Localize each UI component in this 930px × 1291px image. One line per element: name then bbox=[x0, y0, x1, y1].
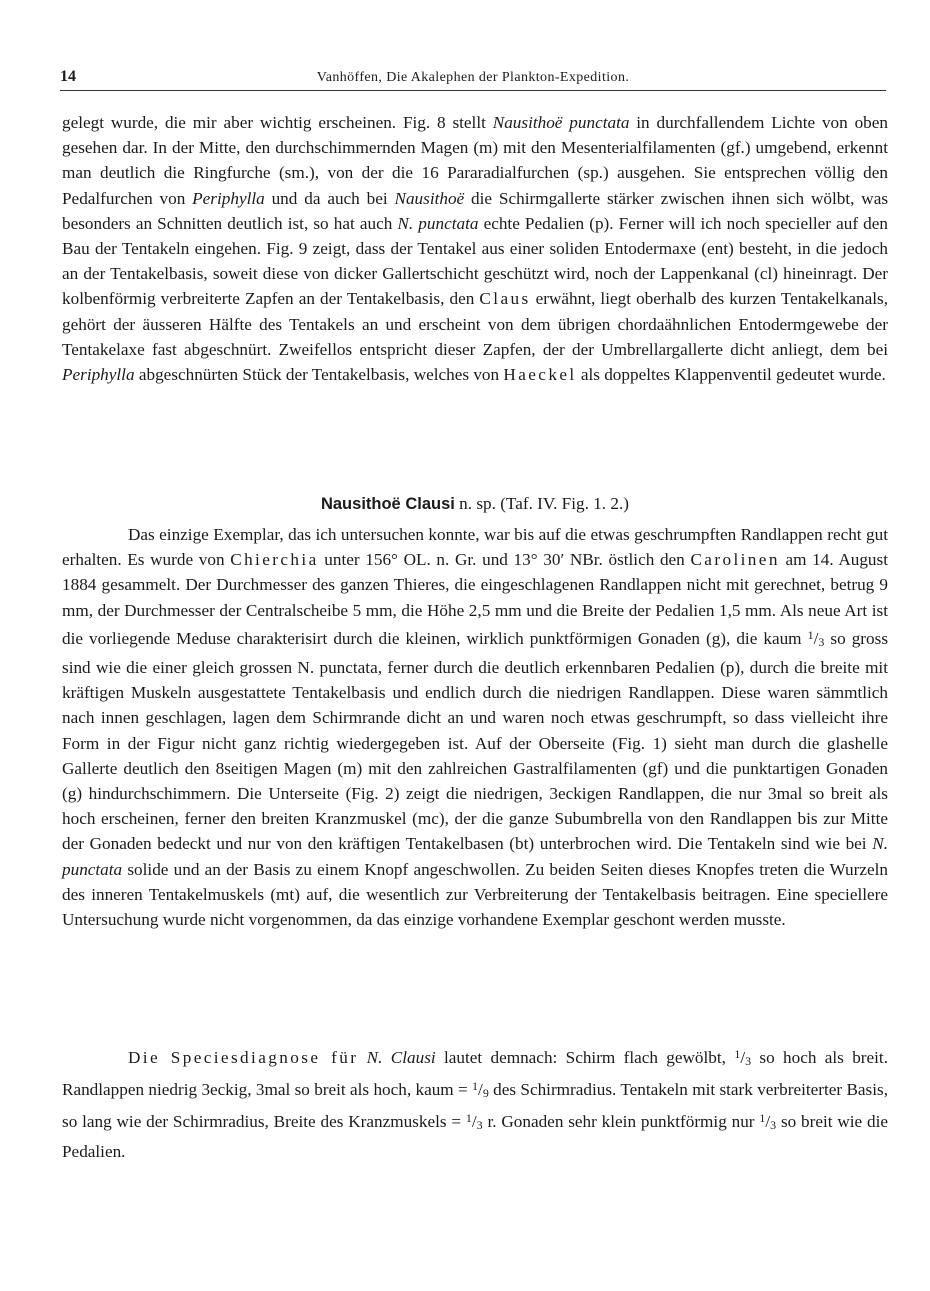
place-name: Carolinen bbox=[690, 550, 780, 570]
taxon-name: Nausithoë punctata bbox=[492, 113, 630, 132]
author-name: Haeckel bbox=[503, 365, 577, 385]
heading-rest: n. sp. (Taf. IV. Fig. 1. 2.) bbox=[454, 494, 630, 513]
taxon-name: Nausithoë bbox=[394, 188, 465, 208]
paragraph-2: Das einzige Exemplar, das ich untersuchen konnte, war bis auf die etwas geschrumpften Randlappen recht gut erhalten. Es wurde von Chierchia unter 156° OL. n. Gr. und 13° 30′ NBr. östlich den Carolinen am 14. August 1884 gesammelt. Der Durchmesser des ganzen Thieres, die eingeschlagenen Randlappen nicht mit gerechnet, betrug 9 mm, der Durchmesser der Centralscheibe 5 mm, die Höhe 2,5 mm und die Breite der Pedalien 1,5 mm. Als neue Art ist die vorliegende Meduse charakterisirt durch die kleinen, wirklich punktförmigen Gonaden (g), die kaum $^1/_3$ so gross sind wie die einer gleich grossen N. punctata, ferner durch die deutlich erkennbaren Pedalien (p), durch die breite mit kräftigen Muskeln ausgestattete Tentakelbasis und endlich durch die niedrigen Randlappen. Diese waren sämmtlich nach innen geschlagen, lagen dem Schirmrande dicht an und waren noch etwas geschrumpft, so dass vielleicht ihre Form in der Figur nicht ganz richtig wiedergegeben ist. Auf der Oberseite (Fig. 1) sieht man durch die glashelle Gallerte deutlich den 8seitigen Magen (m) mit den zahlreichen Gastralfilamenten (gf) und die punktartigen Gonaden (g) hindurchschimmern. Die Unterseite (Fig. 2) zeigt die niedrigen, 3eckigen Randlappen, die nur 3mal so breit als hoch erscheinen, ferner den breiten Kranzmuskel (mc), der die ganze Subumbrella von den Randlappen bis zur Mitte der Gonaden bedeckt und nur von den kräftigen Tentakelbasen (bt) unterbrochen wird. Die Tentakeln sind wie bei N. punctata solide und an der Basis zu einem Knopf angeschwollen. Zu beiden Seiten dieses Knopfes treten die Wurzeln des inneren Tentakelmuskels (mt) auf, die wesentlich zur Verbreiterung der Tentakelbasis beitragen. Eine speciellere Untersuchung wurde nicht vorgenommen, da das einzige vorhandene Exemplar geschont werden musste. bbox=[62, 525, 889, 930]
page-number: 14 bbox=[60, 68, 76, 85]
species-title: Nausithoë Clausi bbox=[320, 495, 455, 513]
diagnosis-label: Die Speciesdiagnose für bbox=[128, 1048, 359, 1067]
paragraph-specimen-description bbox=[62, 522, 888, 932]
author-name: Claus bbox=[479, 289, 531, 309]
section-heading bbox=[62, 492, 888, 516]
running-header bbox=[60, 68, 886, 91]
taxon-name: Periphylla bbox=[62, 365, 135, 385]
paragraph-diagnosis bbox=[62, 1042, 888, 1164]
paragraph-1: gelegt wurde, die mir aber wichtig erscheinen. Fig. 8 stellt Nausithoë punctata in durchfallendem Lichte von oben gesehen dar. In der Mitte, den durchschimmernden Magen (m) mit den Mesenterialfilamenten (gf.) umgebend, erkennt man deutlich die Ringfurche (sm.), von der die 16 Pararadialfurchen (sp.) ausgehen. Sie entsprechen völlig den Pedalfurchen von Periphylla und da auch bei Nausithoë die Schirmgallerte stärker zwischen ihnen sich wölbt, was besonders an Schnitten deutlich ist, so hat auch N. punctata echte Pedalien (p). Ferner will ich noch specieller auf den Bau der Tentakeln eingehen. Fig. 9 zeigt, dass der Tentakel aus einer soliden Entodermaxe (ent) besteht, in die jedoch an der Tentakelbasis, soweit diese von dicker Gallertschicht geschützt wird, noch der Lappenkanal (cl) hineinragt. Der kolbenförmig verbreiterte Zapfen an der Tentakelbasis, den Claus erwähnt, liegt oberhalb des kurzen Tentakelkanals, gehört der äusseren Hälfte des Tentakels an und erscheint von dem übrigen chordaähnlichen Entodermgewebe der Tentakelaxe fast abgeschnürt. Zweifellos entspricht dieser Zapfen, der der Umbrellargallerte dicht anliegt, dem bei Periphylla abgeschnürten Stück der Tentakelbasis, welches von Haeckel als doppeltes Klappenventil gedeutet wurde. bbox=[62, 113, 889, 385]
taxon-name: Periphylla bbox=[192, 188, 265, 208]
collector-name: Chierchia bbox=[230, 550, 319, 570]
paragraph-tentacle-description bbox=[62, 110, 888, 387]
taxon-name: N. punctata bbox=[62, 834, 888, 879]
running-title: Vanhöffen, Die Akalephen der Plankton-Expedition. bbox=[316, 70, 630, 85]
paragraph-3: Die Speciesdiagnose für N. Clausi lautet demnach: Schirm flach gewölbt, $^1/_3$ so hoch als breit. Randlappen niedrig 3eckig, 3mal so breit als hoch, kaum = $^1/_9$ des Schirmradius. Tentakeln mit stark verbreiterter Basis, so lang wie der Schirmradius, Breite des Kranzmuskels = $^1/_3$ r. Gonaden sehr klein punktförmig nur $^1/_3$ so breit wie die Pedalien. bbox=[62, 1047, 888, 1161]
taxon-name: N. Clausi bbox=[366, 1048, 436, 1067]
taxon-name: N. punctata bbox=[397, 213, 479, 233]
